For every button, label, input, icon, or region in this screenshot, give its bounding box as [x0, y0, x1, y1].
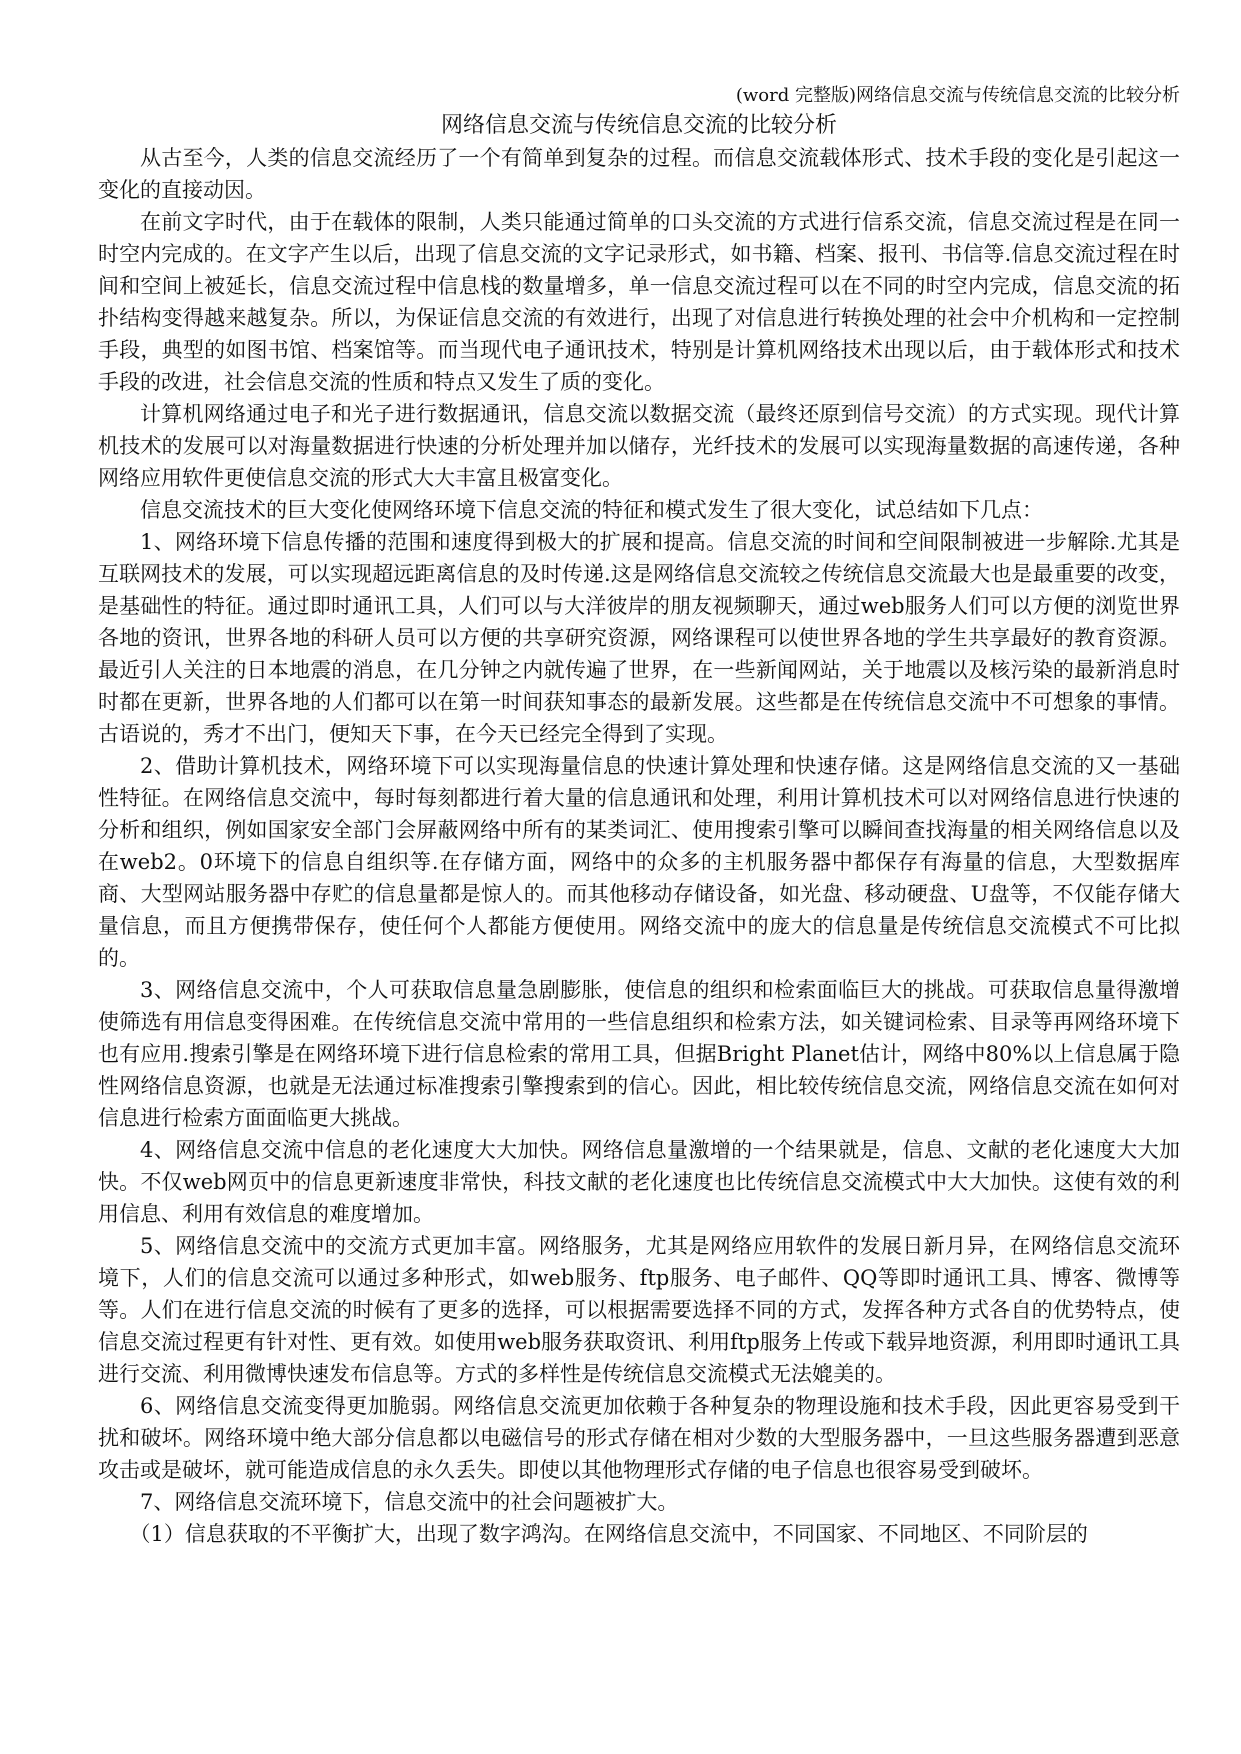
paragraph-summary-lead: 信息交流技术的巨大变化使网络环境下信息交流的特征和模式发生了很大变化，试总结如下几点：	[140, 498, 1043, 522]
document-body	[98, 142, 1180, 1550]
document-page	[98, 82, 1180, 1550]
paragraph-point-7-sub-1: （1）信息获取的不平衡扩大，出现了数字鸿沟。在网络信息交流中，不同国家、不同地区、不同阶层的	[129, 1522, 1088, 1546]
paragraph-point-2: 2、借助计算机技术，网络环境下可以实现海量信息的快速计算处理和快速存储。这是网络信息交流的又一基础性特征。在网络信息交流中，每时每刻都进行着大量的信息通讯和处理，利用计算机技术可以对网络信息进行快速的分析和组织，例如国家安全部门会屏蔽网络中所有的某类词汇、使用搜索引擎可以瞬间查找海量的相关网络信息以及在web2。0环境下的信息自组织等.在存储方面，网络中的众多的主机服务器中都保存有海量的信息，大型数据库商、大型网站服务器中存贮的信息量都是惊人的。而其他移动存储设备，如光盘、移动硬盘、U盘等，不仅能存储大量信息，而且方便携带保存，使任何个人都能方便使用。网络交流中的庞大的信息量是传统信息交流模式不可比拟的。	[98, 754, 1180, 970]
paragraph-computer-network: 计算机网络通过电子和光子进行数据通讯，信息交流以数据交流（最终还原到信号交流）的方式实现。现代计算机技术的发展可以对海量数据进行快速的分析处理并加以储存，光纤技术的发展可以实现海量数据的高速传递，各种网络应用软件更使信息交流的形式大大丰富且极富变化。	[98, 402, 1180, 490]
paragraph-pre-writing-era: 在前文字时代，由于在载体的限制，人类只能通过简单的口头交流的方式进行信系交流，信息交流过程是在同一时空内完成的。在文字产生以后，出现了信息交流的文字记录形式，如书籍、档案、报刊、书信等.信息交流过程在时间和空间上被延长，信息交流过程中信息栈的数量增多，单一信息交流过程可以在不同的时空内完成，信息交流的拓扑结构变得越来越复杂。所以，为保证信息交流的有效进行，出现了对信息进行转换处理的社会中介机构和一定控制手段，典型的如图书馆、档案馆等。而当现代电子通讯技术，特别是计算机网络技术出现以后，由于载体形式和技术手段的改进，社会信息交流的性质和特点又发生了质的变化。	[98, 210, 1180, 394]
paragraph-point-6: 6、网络信息交流变得更加脆弱。网络信息交流更加依赖于各种复杂的物理设施和技术手段，因此更容易受到干扰和破坏。网络环境中绝大部分信息都以电磁信号的形式存储在相对少数的大型服务器中，一旦这些服务器遭到恶意攻击或是破坏，就可能造成信息的永久丢失。即使以其他物理形式存储的电子信息也很容易受到破坏。	[98, 1394, 1180, 1482]
paragraph-point-1: 1、网络环境下信息传播的范围和速度得到极大的扩展和提高。信息交流的时间和空间限制被进一步解除.尤其是互联网技术的发展，可以实现超远距离信息的及时传递.这是网络信息交流较之传统信息交流最大也是最重要的改变，是基础性的特征。通过即时通讯工具，人们可以与大洋彼岸的朋友视频聊天，通过web服务人们可以方便的浏览世界各地的资讯，世界各地的科研人员可以方便的共享研究资源，网络课程可以使世界各地的学生共享最好的教育资源。最近引人关注的日本地震的消息，在几分钟之内就传遍了世界，在一些新闻网站，关于地震以及核污染的最新消息时时都在更新，世界各地的人们都可以在第一时间获知事态的最新发展。这些都是在传统信息交流中不可想象的事情。古语说的，秀才不出门，便知天下事，在今天已经完全得到了实现。	[98, 530, 1180, 746]
paragraph-point-4: 4、网络信息交流中信息的老化速度大大加快。网络信息量激增的一个结果就是，信息、文献的老化速度大大加快。不仅web网页中的信息更新速度非常快，科技文献的老化速度也比传统信息交流模式中大大加快。这使有效的利用信息、利用有效信息的难度增加。	[98, 1138, 1180, 1226]
paragraph-point-3: 3、网络信息交流中，个人可获取信息量急剧膨胀，使信息的组织和检索面临巨大的挑战。可获取信息量得激增使筛选有用信息变得困难。在传统信息交流中常用的一些信息组织和检索方法，如关键词检索、目录等再网络环境下也有应用.搜索引擎是在网络环境下进行信息检索的常用工具，但据Bright Planet估计，网络中80%以上信息属于隐性网络信息资源，也就是无法通过标准搜索引擎搜索到的信心。因此，相比较传统信息交流，网络信息交流在如何对信息进行检索方面面临更大挑战。	[98, 978, 1180, 1130]
paragraph-point-5: 5、网络信息交流中的交流方式更加丰富。网络服务，尤其是网络应用软件的发展日新月异，在网络信息交流环境下，人们的信息交流可以通过多种形式，如web服务、ftp服务、电子邮件、QQ等即时通讯工具、博客、微博等等。人们在进行信息交流的时候有了更多的选择，可以根据需要选择不同的方式，发挥各种方式各自的优势特点，使信息交流过程更有针对性、更有效。如使用web服务获取资讯、利用ftp服务上传或下载异地资源，利用即时通讯工具进行交流、利用微博快速发布信息等。方式的多样性是传统信息交流模式无法媲美的。	[98, 1234, 1180, 1386]
paragraph-intro: 从古至今，人类的信息交流经历了一个有简单到复杂的过程。而信息交流载体形式、技术手段的变化是引起这一变化的直接动因。	[98, 146, 1180, 202]
running-header: (word 完整版)网络信息交流与传统信息交流的比较分析	[735, 85, 1180, 106]
document-title: 网络信息交流与传统信息交流的比较分析	[440, 113, 837, 138]
paragraph-point-7: 7、网络信息交流环境下，信息交流中的社会问题被扩大。	[140, 1490, 679, 1514]
